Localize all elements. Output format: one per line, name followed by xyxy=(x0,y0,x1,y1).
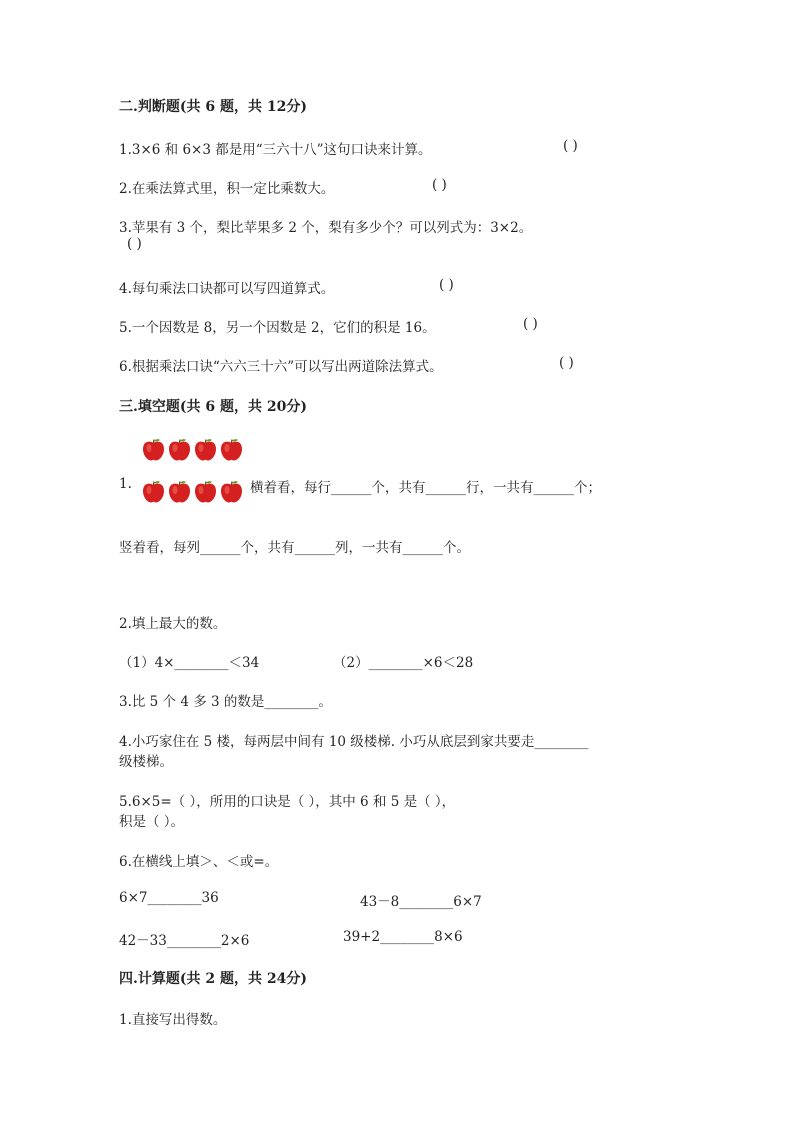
question-4-1: 1.直接写出得数。 xyxy=(119,1012,227,1028)
apple-row-1 xyxy=(141,438,244,462)
section2-title: 二.判断题(共 6 题，共 12分) xyxy=(119,99,307,115)
question-3-6-c: 42－33________2×6 xyxy=(119,933,250,949)
question-3-6: 6.在横线上填＞、＜或=。 xyxy=(119,854,279,870)
apple-icon xyxy=(219,480,244,504)
apple-row-2 xyxy=(141,480,244,504)
answer-paren-2-6[interactable]: ( ) xyxy=(559,355,574,371)
question-3-5-line1: 5.6×5=（ ），所用的口诀是（ ），其中 6 和 5 是（ ）， xyxy=(119,794,456,810)
answer-paren-2-1[interactable]: ( ) xyxy=(563,138,578,154)
question-2-6: 6.根据乘法口诀“六六三十六”可以写出两道除法算式。 xyxy=(119,359,443,375)
question-3-2-part2: （2）________×6＜28 xyxy=(333,655,474,671)
apple-icon xyxy=(167,480,192,504)
question-3-3: 3.比 5 个 4 多 3 的数是________。 xyxy=(119,694,332,710)
question-3-4-line2: 级楼梯。 xyxy=(119,754,173,770)
question-3-2-part1: （1）4×________＜34 xyxy=(119,655,260,671)
question-2-2: 2.在乘法算式里，积一定比乘数大。 xyxy=(119,181,335,197)
section3-title: 三.填空题(共 6 题，共 20分) xyxy=(119,399,307,415)
question-2-4: 4.每句乘法口诀都可以写四道算式。 xyxy=(119,281,335,297)
question-3-2: 2.填上最大的数。 xyxy=(119,616,227,632)
answer-paren-2-5[interactable]: ( ) xyxy=(523,316,538,332)
question-3-6-d: 39+2________8×6 xyxy=(343,929,463,945)
apple-icon xyxy=(193,480,218,504)
question-3-6-b: 43－8________6×7 xyxy=(360,894,482,910)
question-2-5: 5.一个因数是 8，另一个因数是 2，它们的积是 16。 xyxy=(119,320,436,336)
question-3-5-line2: 积是（ ）。 xyxy=(119,814,185,830)
question-2-1: 1.3×6 和 6×3 都是用“三六十八”这句口诀来计算。 xyxy=(119,142,432,158)
apple-icon xyxy=(219,438,244,462)
answer-paren-2-2[interactable]: ( ) xyxy=(432,177,447,193)
question-3-1-row2: 竖着看，每列______个，共有______列，一共有______个。 xyxy=(119,540,470,556)
question-3-6-a: 6×7________36 xyxy=(119,890,219,906)
apple-icon xyxy=(167,438,192,462)
question-3-4-line1: 4.小巧家住在 5 楼，每两层中间有 10 级楼梯. 小巧从底层到家共要走________ xyxy=(119,734,589,750)
apple-icon xyxy=(141,480,166,504)
apple-icon xyxy=(141,438,166,462)
answer-paren-2-4[interactable]: ( ) xyxy=(439,277,454,293)
apple-icon xyxy=(193,438,218,462)
question-2-3: 3.苹果有 3 个，梨比苹果多 2 个，梨有多少个？可以列式为：3×2。 xyxy=(119,220,533,236)
answer-paren-2-3[interactable]: ( ) xyxy=(127,236,142,252)
question-3-1-number: 1. xyxy=(119,476,132,492)
section4-title: 四.计算题(共 2 题，共 24分) xyxy=(119,971,307,987)
question-3-1-row1: 横着看，每行______个，共有______行，一共有______个； xyxy=(250,480,601,496)
